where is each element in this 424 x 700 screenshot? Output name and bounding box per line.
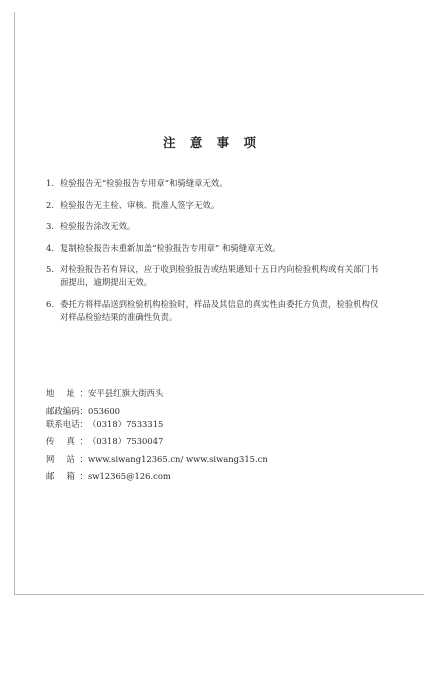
notice-text: 复制检验报告未重新加盖“检验报告专用章” 和骑缝章无效。 [60, 242, 281, 253]
phone-row [46, 418, 163, 430]
notice-text: 委托方将样品送到检验机构检验时，样品及其信息的真实性由委托方负责，检验机构仅对样品检验结果的准确性负责。 [60, 298, 379, 322]
notice-item [46, 220, 381, 233]
fax-row [46, 435, 163, 447]
phone-value: （0318）7533315 [88, 419, 164, 429]
address-value: 安平县红旗大街西头 [88, 388, 164, 398]
notice-item [46, 263, 381, 289]
page-title: 注 意 事 项 [162, 135, 262, 150]
notice-text: 检验报告涂改无效。 [60, 221, 136, 231]
notice-item [46, 177, 381, 190]
notice-number: 6. [46, 298, 54, 309]
fax-label: 传 真： [46, 436, 88, 446]
notice-number: 4. [46, 242, 54, 253]
postcode-value: 053600 [88, 406, 120, 416]
address-label: 地 址： [46, 388, 88, 398]
email-label: 邮 箱： [46, 471, 88, 481]
fax-value: （0318）7530047 [88, 436, 164, 446]
notice-list [46, 177, 381, 332]
postcode-row [46, 405, 120, 417]
notice-number: 2. [46, 199, 54, 210]
website-value[interactable]: www.siwang12365.cn/ www.siwang315.cn [88, 454, 268, 464]
notice-text: 检验报告无“检验报告专用章”和骑缝章无效。 [60, 178, 228, 188]
notice-text: 检验报告无主检、审核、批准人签字无效。 [60, 199, 220, 210]
address-row [46, 387, 163, 399]
notice-text: 对检验报告若有异议，应于收到检验报告或结果通知十五日内向检验机构或有关部门书面提出，逾期提出无效。 [60, 264, 379, 287]
website-label: 网 站： [46, 454, 88, 464]
notice-number: 5. [46, 264, 54, 274]
notice-item [46, 298, 381, 324]
postcode-label: 邮政编码： [46, 406, 88, 416]
phone-label: 联系电话： [46, 419, 88, 429]
notice-item [46, 199, 381, 212]
email-value[interactable]: sw12365@126.com [88, 471, 171, 481]
website-row [46, 453, 268, 465]
notice-number: 1. [46, 178, 54, 188]
notice-item [46, 242, 381, 255]
notice-number: 3. [46, 221, 54, 231]
email-row [46, 470, 171, 482]
